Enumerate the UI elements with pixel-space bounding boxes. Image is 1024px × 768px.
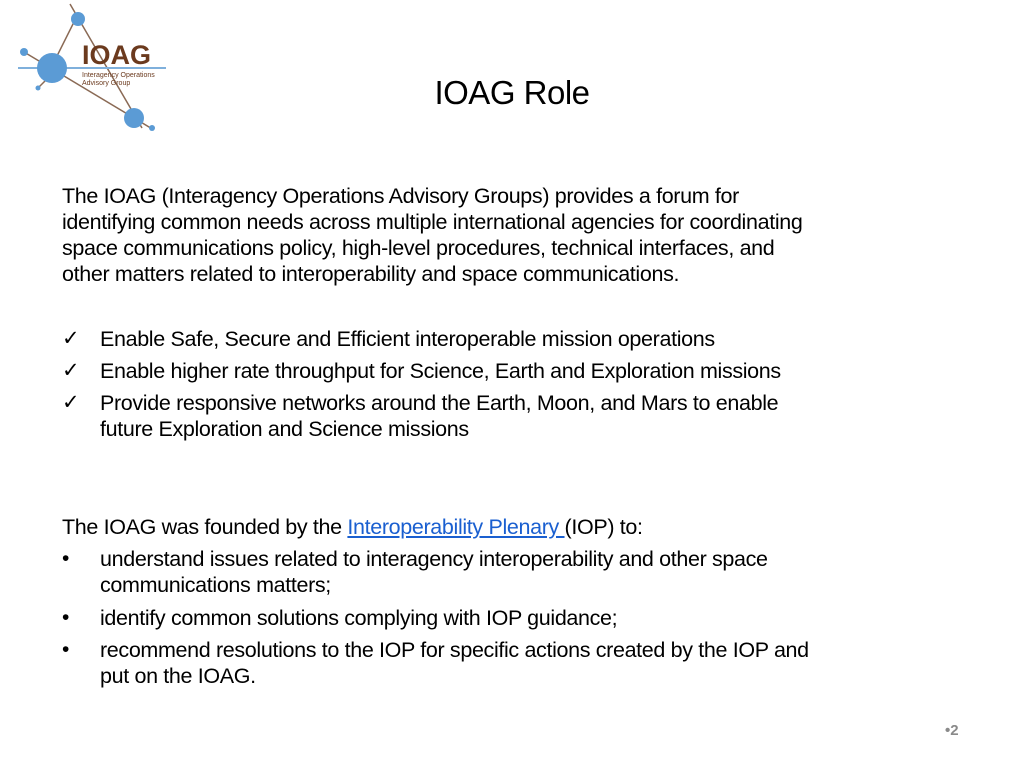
founded-line (62, 514, 643, 540)
bullet-item-cont: put on the IOAG. (100, 664, 256, 688)
intro-line: identifying common needs across multiple international agencies for coordinating (62, 210, 803, 234)
bullet-icon: • (62, 547, 70, 570)
checklist-item-cont: future Exploration and Science missions (100, 417, 469, 441)
founded-suffix: (IOP) to: (564, 515, 643, 539)
bullet-icon: • (62, 638, 70, 661)
iop-link[interactable]: Interoperability Plenary (347, 515, 565, 539)
page-number: •2 (945, 722, 959, 739)
check-icon: ✓ (62, 359, 80, 382)
intro-line: other matters related to interoperability and space communications. (62, 262, 680, 286)
intro-line: The IOAG (Interagency Operations Advisory Groups) provides a forum for (62, 184, 739, 208)
bullet-item: recommend resolutions to the IOP for specific actions created by the IOP and (100, 638, 809, 662)
checklist-item: Provide responsive networks around the Earth, Moon, and Mars to enable (100, 391, 779, 415)
bullet-item-cont: communications matters; (100, 573, 331, 597)
bullet-item: identify common solutions complying with IOP guidance; (100, 606, 618, 630)
ioag-logo (14, 0, 174, 140)
check-icon: ✓ (62, 391, 80, 414)
checklist-item: Enable Safe, Secure and Efficient interoperable mission operations (100, 327, 715, 351)
checklist-item: Enable higher rate throughput for Science, Earth and Exploration missions (100, 359, 781, 383)
slide-title: IOAG Role (434, 74, 590, 111)
bullet-icon: • (62, 606, 70, 629)
founded-prefix: The IOAG was founded by the (62, 515, 348, 539)
check-icon: ✓ (62, 327, 80, 350)
logo-text: IOAG (82, 40, 152, 70)
bullet-item: understand issues related to interagency interoperability and other space (100, 547, 768, 571)
svg-text:Interagency Operations: Interagency Operations (82, 72, 155, 79)
svg-text:Advisory Group: Advisory Group (82, 80, 131, 87)
intro-line: space communications policy, high-level procedures, technical interfaces, and (62, 236, 775, 260)
